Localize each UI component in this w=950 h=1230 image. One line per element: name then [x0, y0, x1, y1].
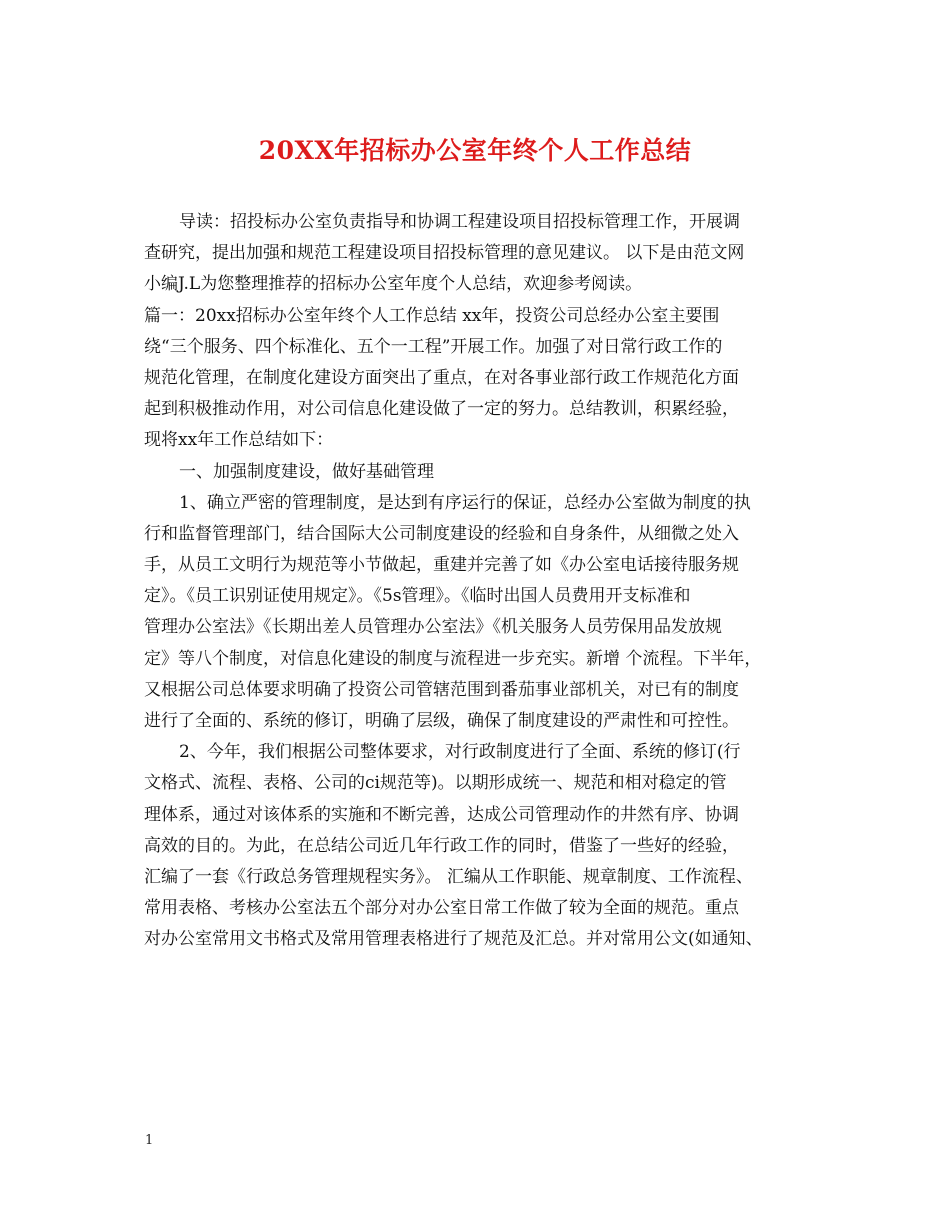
text-line: 规范化管理，在制度化建设方面突出了重点，在对各事业部行政工作规范化方面: [144, 367, 739, 388]
text-line: 篇一：20xx招标办公室年终个人工作总结 xx年，投资公司总经办公室主要围: [144, 305, 720, 326]
text-line: 绕“三个服务、四个标准化、五个一工程”开展工作。加强了对日常行政工作的: [144, 336, 723, 357]
text-line: 又根据公司总体要求明确了投资公司管辖范围到番茄事业部机关，对已有的制度: [144, 679, 739, 700]
text-line: 常用表格、考核办公室法五个部分对办公室日常工作做了较为全面的规范。重点: [144, 898, 739, 919]
text-line: 高效的目的。为此，在总结公司近几年行政工作的同时，借鉴了一些好的经验，: [144, 835, 739, 856]
text-line: 对办公室常用文书格式及常用管理表格进行了规范及汇总。并对常用公文(如通知、: [144, 929, 763, 950]
text-line: 现将xx年工作总结如下：: [144, 430, 334, 451]
text-line: 查研究，提出加强和规范工程建设项目招投标管理的意见建议。 以下是由范文网: [144, 243, 745, 264]
text-line: 起到积极推动作用，对公司信息化建设做了一定的努力。总结教训，积累经验，: [144, 399, 739, 420]
text-line: 定》等八个制度，对信息化建设的制度与流程进一步充实。新增 个流程。下半年，: [144, 648, 762, 669]
text-line: 小编J.L为您整理推荐的招标办公室年度个人总结，欢迎参考阅读。: [144, 274, 643, 295]
text-line: 行和监督管理部门，结合国际大公司制度建设的经验和自身条件，从细微之处入: [144, 523, 739, 544]
text-line: 导读：招投标办公室负责指导和协调工程建设项目招投标管理工作，开展调: [179, 212, 740, 232]
page-number: 1: [145, 1133, 154, 1148]
document-body: [144, 207, 834, 956]
text-line: 一、加强制度建设，做好基础管理: [179, 461, 434, 482]
text-line: 理体系，通过对该体系的实施和不断完善，达成公司管理动作的井然有序、协调: [144, 804, 739, 825]
text-line: 手，从员工文明行为规范等小节做起，重建并完善了如《办公室电话接待服务规: [144, 555, 739, 576]
text-line: 管理办公室法》《长期出差人员管理办公室法》《机关服务人员劳保用品发放规: [144, 617, 722, 638]
text-line: 文格式、流程、表格、公司的ci规范等)。以期形成统一、规范和相对稳定的管: [144, 773, 727, 794]
document-title: 20XX年招标办公室年终个人工作总结: [258, 136, 692, 165]
text-line: 定》。《员工识别证使用规定》。《5s管理》。《临时出国人员费用开支标准和: [144, 586, 691, 607]
text-line: 汇编了一套《行政总务管理规程实务》。 汇编从工作职能、规章制度、工作流程、: [144, 866, 753, 887]
text-line: 1、确立严密的管理制度，是达到有序运行的保证，总经办公室做为制度的执: [179, 492, 751, 513]
text-line: 2、今年，我们根据公司整体要求，对行政制度进行了全面、系统的修订(行: [179, 742, 741, 763]
text-line: 进行了全面的、系统的修订，明确了层级，确保了制度建设的严肃性和可控性。: [144, 711, 739, 731]
